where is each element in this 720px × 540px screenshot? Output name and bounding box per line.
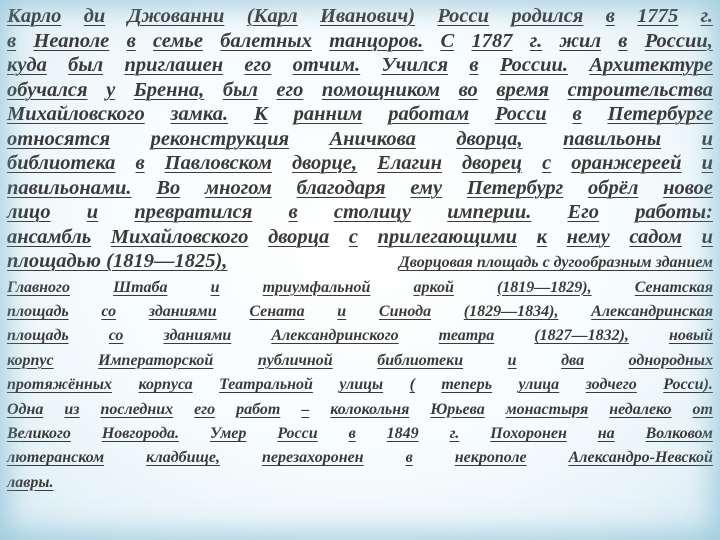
text-line: в Неаполе в семье балетных танцоров. С 1787 г. жил в России,	[7, 29, 713, 52]
text-line: площадь со зданиями Александринского театра (1827—1832), новый	[7, 327, 713, 345]
text-line: ансамбль Михайловского дворца с прилегающими к нему садом и	[7, 225, 713, 248]
text-line: Карло ди Джованни (Карл Иванович) Росси родился в 1775 г.	[7, 5, 713, 27]
text-line: обучался у Бренна, был его помощником во время строительства	[7, 78, 713, 101]
text-line-large-part: площадью (1819—1825),	[7, 250, 228, 272]
text-line: площадь со зданиями Сената и Синода (1829—1834), Александринская	[7, 302, 713, 320]
small-text-section	[7, 276, 713, 496]
mixed-text-line	[7, 249, 713, 276]
text-line: павильонами. Во многом благодаря ему Петербург обрёл новое	[7, 176, 713, 199]
text-line: протяжённых корпуса Театральной улицы ( теперь улица зодчего Росси).	[7, 376, 713, 394]
text-line: лютеранском кладбище, перезахоронен в некрополе Александро-Невской	[7, 449, 713, 467]
text-line-small-part: Дворцовая площадь с дугообразным зданием	[398, 254, 713, 271]
biography-text	[7, 4, 713, 495]
text-line: библиотека в Павловском дворце, Елагин дворец с оранжереей и	[7, 152, 713, 174]
text-line: относятся реконструкция Аничкова дворца, павильоны и	[7, 127, 713, 150]
large-text-section	[7, 4, 713, 276]
text-line: Главного Штаба и триумфальной аркой (1819—1829), Сенатская	[7, 278, 713, 296]
text-line-final: лавры.	[7, 473, 54, 491]
text-line: куда был приглашен его отчим. Учился в России. Архитектуре	[7, 54, 713, 76]
text-line: Великого Новгорода. Умер Росси в 1849 г. Похоронен на Волковом	[7, 424, 713, 442]
text-line: лицо и превратился в столицу империи. Его работы:	[7, 201, 713, 223]
text-line: Одна из последних его работ – колокольня Юрьева монастыря недалеко от	[7, 400, 713, 418]
text-line: корпус Императорской публичной библиотеки и два однородных	[7, 351, 713, 369]
text-line: Михайловского замка. К ранним работам Росси в Петербурге	[7, 103, 713, 125]
